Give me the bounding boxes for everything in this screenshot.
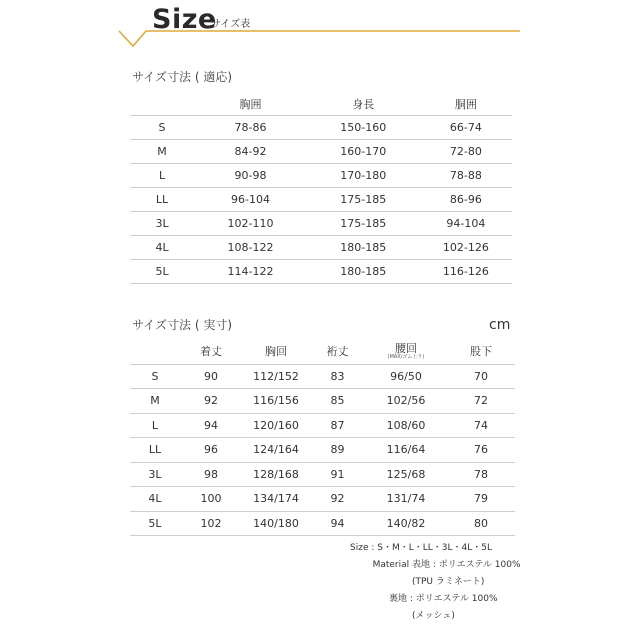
table-cell: 175-185 xyxy=(307,188,420,212)
table-cell: 102/56 xyxy=(365,389,447,414)
table-cell: 116-126 xyxy=(420,260,512,284)
table-cell: 70 xyxy=(447,364,515,389)
table-cell: 87 xyxy=(310,413,365,438)
table-cell: 116/64 xyxy=(365,438,447,463)
table-row xyxy=(130,164,512,188)
table-cell: 3L xyxy=(130,462,180,487)
table-row xyxy=(130,487,515,512)
table-cell: 78 xyxy=(447,462,515,487)
header-subtitle: サイズ表 xyxy=(211,19,251,30)
table-cell: LL xyxy=(130,188,194,212)
table-cell: L xyxy=(130,164,194,188)
table-row xyxy=(130,511,515,536)
header-title: Size xyxy=(152,4,217,35)
table-cell: 92 xyxy=(310,487,365,512)
table-cell: 175-185 xyxy=(307,212,420,236)
table-cell: M xyxy=(130,140,194,164)
table-cell: 100 xyxy=(180,487,242,512)
table-row xyxy=(130,116,512,140)
column-header: 胴囲 xyxy=(420,92,512,116)
table-cell: 94 xyxy=(310,511,365,536)
table-cell: 4L xyxy=(130,487,180,512)
table-cell: M xyxy=(130,389,180,414)
material-info xyxy=(347,540,521,625)
table-cell: 96/50 xyxy=(365,364,447,389)
table-cell: 78-88 xyxy=(420,164,512,188)
table-cell: 74 xyxy=(447,413,515,438)
material-outer-row xyxy=(347,557,521,574)
table-cell: 180-185 xyxy=(307,236,420,260)
table-row xyxy=(130,212,512,236)
header-accent-line xyxy=(0,22,640,52)
table-cell: 5L xyxy=(130,260,194,284)
table-cell: L xyxy=(130,413,180,438)
table-cell: 96-104 xyxy=(194,188,307,212)
table-cell: 102-126 xyxy=(420,236,512,260)
column-header: 腰回 (MAX/ゴム上り) xyxy=(365,339,447,364)
table-cell: 3L xyxy=(130,212,194,236)
table-cell: 80 xyxy=(447,511,515,536)
table-cell: 72-80 xyxy=(420,140,512,164)
table-cell: 98 xyxy=(180,462,242,487)
table-cell: 180-185 xyxy=(307,260,420,284)
table-cell: 134/174 xyxy=(242,487,310,512)
table-cell: 72 xyxy=(447,389,515,414)
size-table-actual xyxy=(130,339,515,536)
size-table-fit xyxy=(130,92,512,284)
table-cell: 114-122 xyxy=(194,260,307,284)
outer-note: (TPU ラミネート) xyxy=(412,577,485,587)
table-row xyxy=(130,236,512,260)
table-cell: 160-170 xyxy=(307,140,420,164)
table-cell: 90 xyxy=(180,364,242,389)
column-header: 身長 xyxy=(307,92,420,116)
material-lining-row xyxy=(347,591,521,608)
table-row xyxy=(130,438,515,463)
table-cell: 94 xyxy=(180,413,242,438)
table-cell: 108/60 xyxy=(365,413,447,438)
table2-title: サイズ寸法 ( 実寸) xyxy=(132,318,233,332)
table-row xyxy=(130,260,512,284)
table-cell: 131/74 xyxy=(365,487,447,512)
material-label: Material xyxy=(372,560,410,570)
table-cell: 102 xyxy=(180,511,242,536)
table-cell: S xyxy=(130,364,180,389)
table-cell: 4L xyxy=(130,236,194,260)
column-header: 胸囲 xyxy=(194,92,307,116)
table-row xyxy=(130,140,512,164)
table-cell: 140/82 xyxy=(365,511,447,536)
table-cell: 84-92 xyxy=(194,140,307,164)
lining-fabric: 裏地 : ポリエステル 100% xyxy=(389,594,498,604)
table-cell: 116/156 xyxy=(242,389,310,414)
table-cell: 86-96 xyxy=(420,188,512,212)
table-cell: 90-98 xyxy=(194,164,307,188)
table-cell: 112/152 xyxy=(242,364,310,389)
table-cell: 125/68 xyxy=(365,462,447,487)
table-row xyxy=(130,462,515,487)
column-header xyxy=(130,339,180,364)
unit-label: cm xyxy=(489,317,511,333)
table-cell: 96 xyxy=(180,438,242,463)
outer-fabric: 表地 : ポリエステル 100% xyxy=(412,560,521,570)
table-cell: 76 xyxy=(447,438,515,463)
table-cell: 5L xyxy=(130,511,180,536)
table-row xyxy=(130,364,515,389)
table-row xyxy=(130,389,515,414)
table-cell: LL xyxy=(130,438,180,463)
table-cell: 66-74 xyxy=(420,116,512,140)
column-header: 股下 xyxy=(447,339,515,364)
table-cell: 83 xyxy=(310,364,365,389)
column-header xyxy=(130,92,194,116)
table-cell: 170-180 xyxy=(307,164,420,188)
table-cell: 79 xyxy=(447,487,515,512)
table-cell: 89 xyxy=(310,438,365,463)
table-cell: 92 xyxy=(180,389,242,414)
table1-header-row xyxy=(130,92,512,116)
table-cell: 102-110 xyxy=(194,212,307,236)
table-cell: 85 xyxy=(310,389,365,414)
table-cell: 94-104 xyxy=(420,212,512,236)
table-row xyxy=(130,188,512,212)
lining-spacer xyxy=(347,591,389,608)
table-cell: 140/180 xyxy=(242,511,310,536)
table-cell: 120/160 xyxy=(242,413,310,438)
table-cell: S xyxy=(130,116,194,140)
table-cell: 91 xyxy=(310,462,365,487)
waist-note: (MAX/ゴム上り) xyxy=(387,354,425,361)
column-header: 着丈 xyxy=(180,339,242,364)
table-cell: 108-122 xyxy=(194,236,307,260)
table-cell: 78-86 xyxy=(194,116,307,140)
table-cell: 128/168 xyxy=(242,462,310,487)
column-header: 裄丈 xyxy=(310,339,365,364)
size-list: Size : S・M・L・LL・3L・4L・5L xyxy=(350,543,492,553)
table-row xyxy=(130,413,515,438)
column-header: 胸回 xyxy=(242,339,310,364)
table1-title: サイズ寸法 ( 適応) xyxy=(132,70,233,84)
size-line xyxy=(347,540,521,557)
lining-note: (メッシュ) xyxy=(412,611,455,621)
table-cell: 124/164 xyxy=(242,438,310,463)
table2-header-row xyxy=(130,339,515,364)
table-cell: 150-160 xyxy=(307,116,420,140)
